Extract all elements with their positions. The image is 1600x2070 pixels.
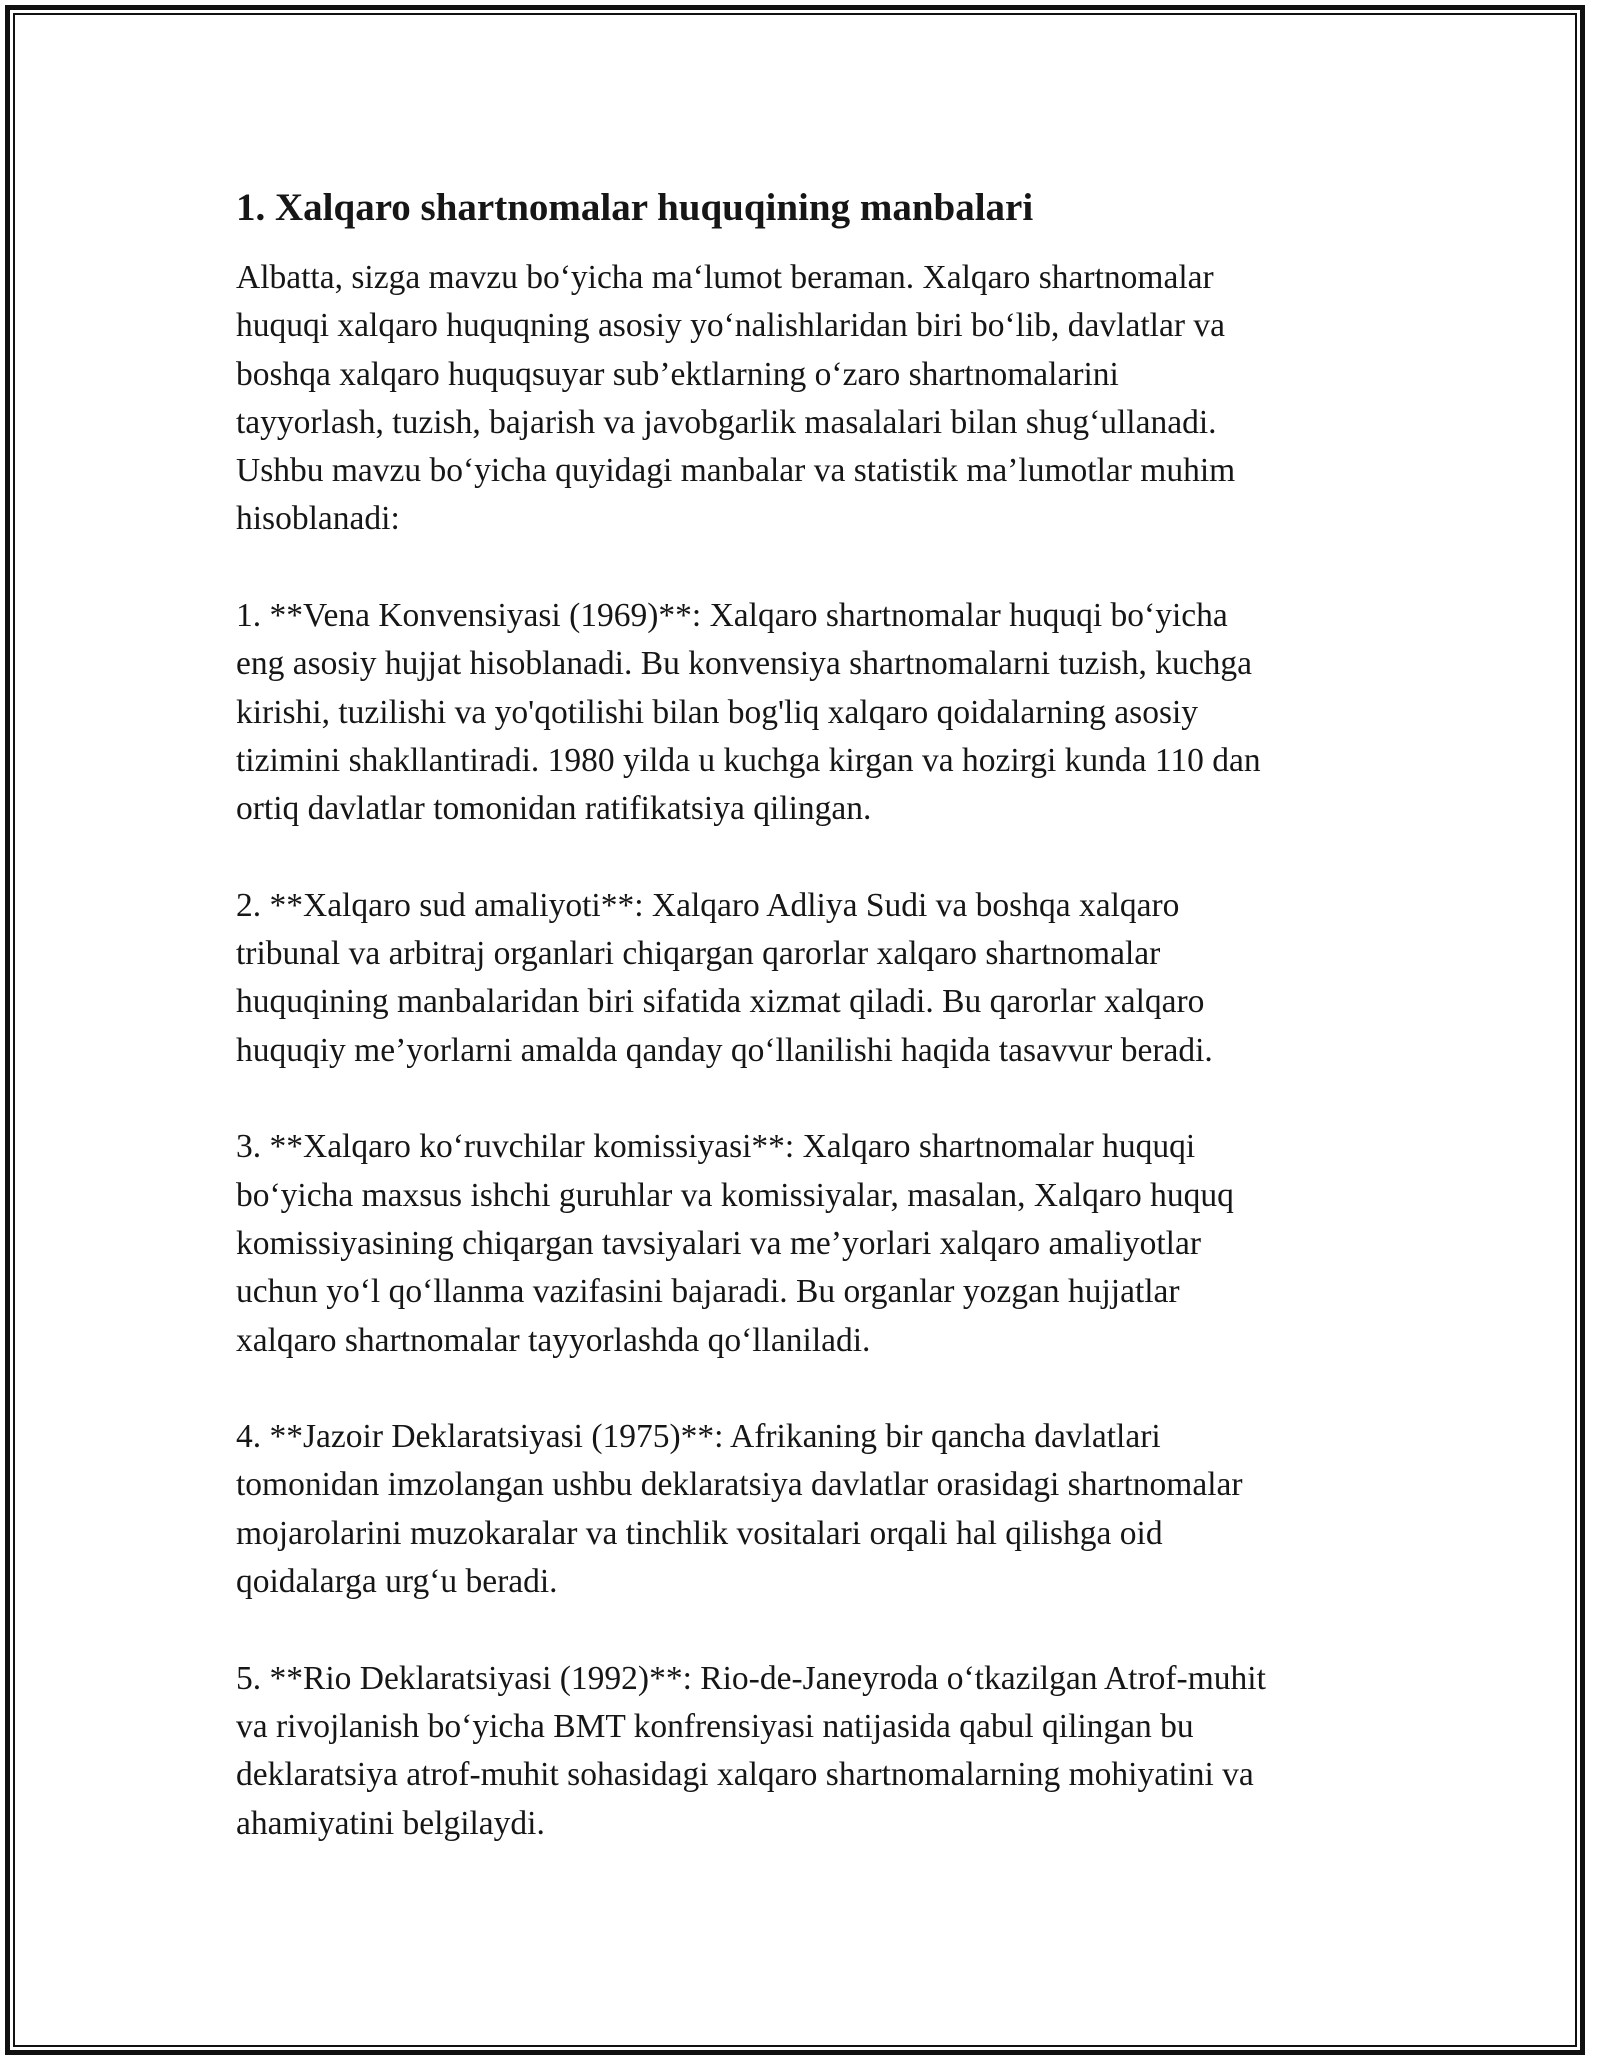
list-item-rio-declaration: 5. **Rio Deklaratsiyasi (1992)**: Rio-de-Janeyroda o‘tkazilgan Atrof-muhit va rivojlanish bo‘yicha BMT konfrensiyasi natijasida qabul qilingan bu deklaratsiya atrof-muhit sohasidagi xalqaro shartnomalarning mohiyatini va ahamiyatini belgilaydi. <box>236 1659 1266 1842</box>
list-item-vienna-convention: 1. **Vena Konvensiyasi (1969)**: Xalqaro shartnomalar huquqi bo‘yicha eng asosiy hujjat hisoblanadi. Bu konvensiya shartnomalarni tuzish, kuchga kirishi, tuzilishi va yo'qotilishi bilan bog'liq xalqaro qoidalarning asosiy tizimini shakllantiradi. 1980 yilda u kuchga kirgan va hozirgi kunda 110 dan ortiq davlatlar tomonidan ratifikatsiya qilingan. <box>236 597 1261 828</box>
document-title: 1. Xalqaro shartnomalar huquqining manbalari <box>236 186 1034 229</box>
list-item-international-commission: 3. **Xalqaro ko‘ruvchilar komissiyasi**: Xalqaro shartnomalar huquqi bo‘yicha maxsus ishchi guruhlar va komissiyalar, masalan, Xalqaro huquq komissiyasining chiqargan tavsiyalari va me’yorlari xalqaro amaliyotlar uchun yo‘l qo‘llanma vazifasini bajaradi. Bu organlar yozgan hujjatlar xalqaro shartnomalar tayyorlashda qo‘llaniladi. <box>236 1128 1234 1359</box>
intro-paragraph: Albatta, sizga mavzu bo‘yicha ma‘lumot beraman. Xalqaro shartnomalar huquqi xalqaro huquqning asosiy yo‘nalishlaridan biri bo‘lib, davlatlar va boshqa xalqaro huquqsuyar sub’ektlarning o‘zaro shartnomalarini tayyorlash, tuzish, bajarish va javobgarlik masalalari bilan shug‘ullanadi. Ushbu mavzu bo‘yicha quyidagi manbalar va statistik ma’lumotlar muhim hisoblanadi: <box>236 259 1236 538</box>
document-body <box>236 184 1376 1896</box>
list-item-international-court-practice: 2. **Xalqaro sud amaliyoti**: Xalqaro Adliya Sudi va boshqa xalqaro tribunal va arbitraj organlari chiqargan qarorlar xalqaro shartnomalar huquqining manbalaridan biri sifatida xizmat qiladi. Bu qarorlar xalqaro huquqiy me’yorlarni amalda qanday qo‘llanilishi haqida tasavvur beradi. <box>236 886 1213 1069</box>
list-item-algiers-declaration: 4. **Jazoir Deklaratsiyasi (1975)**: Afrikaning bir qancha davlatlari tomonidan imzolangan ushbu deklaratsiya davlatlar orasidagi shartnomalar mojarolarini muzokaralar va tinchlik vositalari orqali hal qilishga oid qoidalarga urg‘u beradi. <box>236 1418 1243 1601</box>
